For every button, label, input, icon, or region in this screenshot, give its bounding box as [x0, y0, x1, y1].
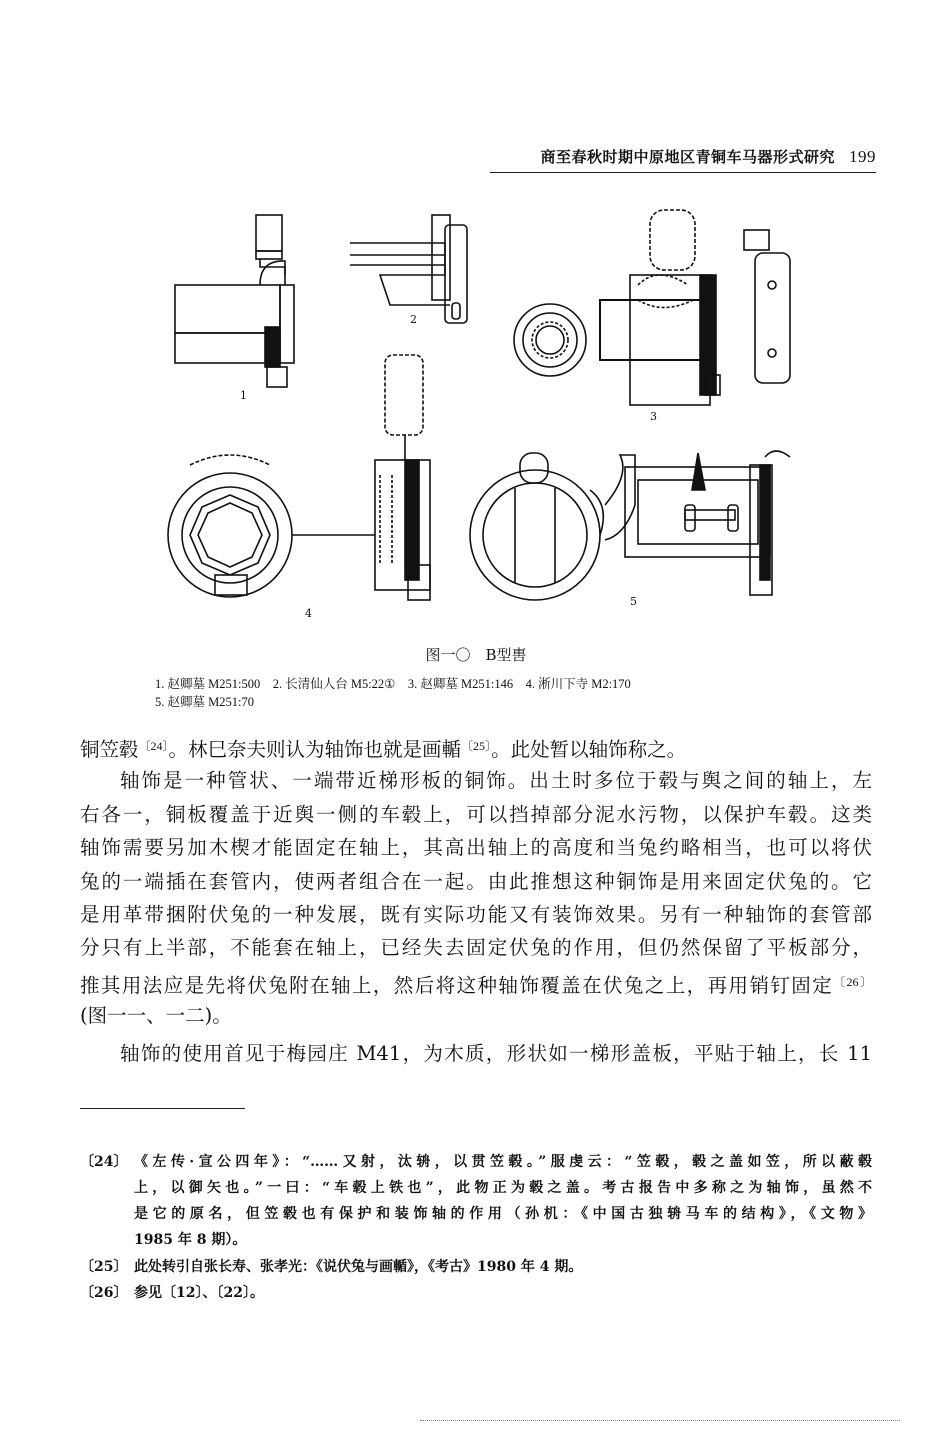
drawing-2 [350, 215, 467, 326]
scan-noise [420, 1420, 900, 1421]
footnote-line: 1985 年 8 期）。 [134, 1232, 247, 1248]
figure-caption-line: 1. 赵卿墓 M251:500 2. 长清仙人台 M5:22① 3. 赵卿墓 M251:146 4. 淅川下寺 M2:170 [155, 677, 631, 691]
text: 推其用法应是先将伏兔附在轴上，然后将这种轴饰覆盖在伏兔之上，再用销钉固定 [80, 974, 834, 997]
body-line: 是用革带捆附伏兔的一种发展，既有实际功能又有装饰效果。另有一种轴饰的套管部 [80, 903, 872, 926]
header-title: 商至春秋时期中原地区青铜车马器形式研究 [540, 148, 835, 166]
footnote-number: 〔25〕 [80, 1259, 128, 1275]
figure-label-1: 1 [240, 389, 247, 402]
running-header [490, 146, 876, 173]
footnote-ref-25[interactable]: 〔25〕 [461, 739, 492, 753]
figure-caption-line: 5. 赵卿墓 M251:70 [155, 695, 254, 709]
footnote-number: 〔26〕 [80, 1285, 128, 1301]
text: 。此处暂以轴饰称之。 [491, 738, 687, 761]
footnote-24 [80, 1150, 872, 1174]
figure-label-5: 5 [630, 595, 637, 608]
body-line [80, 967, 872, 997]
figure-label-4: 4 [305, 607, 312, 620]
text: 参见〔12〕、〔22〕。 [134, 1285, 264, 1301]
body-line [80, 731, 872, 761]
figure-label-2: 2 [410, 313, 417, 326]
footnote-line: 是它的原名，但笠毂也有保护和装饰轴的作用（孙机：《中国古独辀马车的结构》，《文物》 [134, 1206, 872, 1222]
body-line: 分只有上半部，不能套在轴上，已经失去固定伏兔的作用，但仍然保留了平板部分， [80, 936, 872, 959]
drawing-4 [168, 355, 430, 620]
figure-illustration [160, 205, 880, 625]
footnote-ref-24[interactable]: 〔24〕 [138, 739, 169, 753]
body-line: (图一一、一二)。 [80, 1004, 232, 1027]
figure-title: 图一〇 B型軎 [425, 646, 527, 664]
body-line: 轴饰需要另加木楔才能固定在轴上，其高出轴上的高度和当兔约略相当，也可以将伏 [80, 836, 872, 859]
figure-label-3: 3 [650, 410, 657, 423]
footnote-26 [80, 1281, 872, 1305]
footnote-25 [80, 1255, 872, 1279]
body-line: 轴饰的使用首见于梅园庄 M41，为木质，形状如一梯形盖板，平贴于轴上，长 11 [120, 1042, 872, 1065]
body-line: 右各一，铜板覆盖于近舆一侧的车毂上，可以挡掉部分泥水污物，以保护车毂。这类 [80, 803, 872, 826]
footnote-number: 〔24〕 [80, 1154, 128, 1170]
text: 铜笠毂 [80, 738, 139, 761]
drawing-1 [175, 215, 294, 402]
drawing-3 [514, 210, 790, 423]
footnote-line: 上，以御矢也。”一曰：“车毂上铁也”，此物正为毂之盖。考古报告中多称之为轴饰，虽然不 [134, 1180, 872, 1196]
body-line: 兔的一端插在套管内，使两者组合在一起。由此推想这种铜饰是用来固定伏兔的。它 [80, 870, 872, 893]
text: 。林巳奈夫则认为轴饰也就是画輴 [168, 738, 462, 761]
footnote-divider [80, 1108, 245, 1109]
text: 《左传·宣公四年》：“……又射，汰辀，以贯笠毂。”服虔云：“笠毂，毂之盖如笠，所以蔽毂 [134, 1154, 872, 1170]
text: 此处转引自张长寿、张孝光：《说伏兔与画輴》，《考古》1980 年 4 期。 [134, 1259, 583, 1275]
drawing-5 [470, 451, 790, 608]
body-line: 轴饰是一种管状、一端带近梯形板的铜饰。出土时多位于毂与舆之间的轴上，左 [120, 769, 872, 792]
page-number: 199 [849, 147, 876, 166]
footnote-ref-26[interactable]: 〔26〕 [833, 975, 872, 989]
